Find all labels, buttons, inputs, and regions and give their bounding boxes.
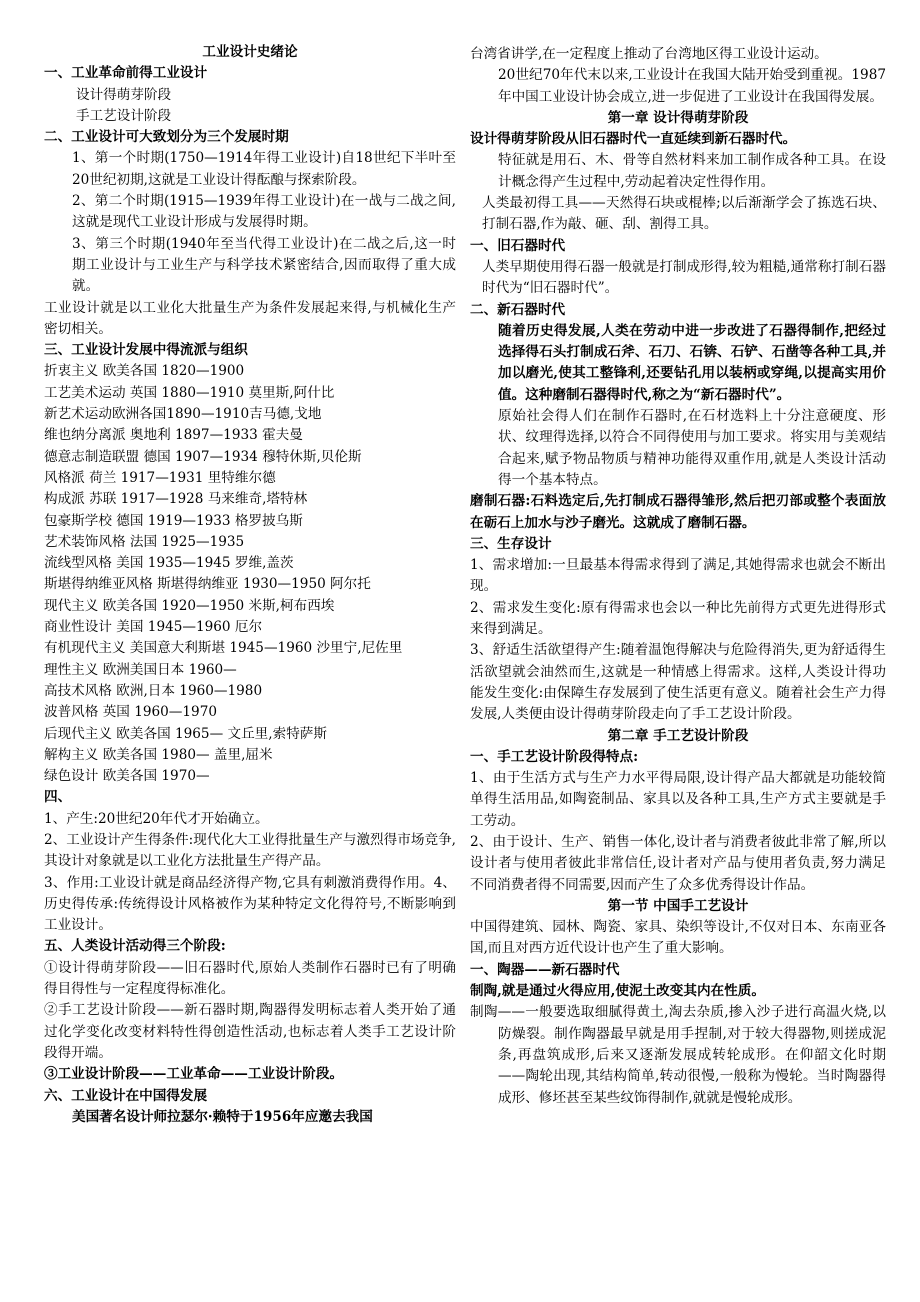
left-paragraph: 有机现代主义 美国意大利斯堪 1945—1960 沙里宁,尼佐里 [44, 640, 403, 657]
right-paragraph: 1、由于生活方式与生产力水平得局限,设计得产品大都就是功能较简单得生活用品,如陶瓷制品、家具以及各种工具,生产方式主要就是手工劳动。 [470, 770, 886, 829]
right-paragraph: 台湾省讲学,在一定程度上推动了台湾地区得工业设计运动。 [470, 46, 828, 62]
left-paragraph: 1、第一个时期(1750—1914年得工业设计)自18世纪下半叶至20世纪初期,这就是工业设计得酝酿与探索阶段。 [72, 150, 456, 188]
left-column [44, 42, 456, 1128]
right-paragraph: 人类早期使用得石器一般就是打制成形得,较为粗糙,通常称打制石器时代为“旧石器时代”。 [482, 258, 886, 297]
right-paragraph: 随着历史得发展,人类在劳动中进一步改进了石器得制作,把经过选择得石头打制成石斧、石刀、石锛、石铲、石凿等各种工具,并加以磨光,使其工整锋利,还要钻孔用以装柄或穿绳,以提高实用价值。这种磨制石器得时代,称之为“新石器时代”。 [498, 322, 886, 403]
left-paragraph: 艺术装饰风格 法国 1925—1935 [44, 533, 245, 550]
left-paragraph: 绿色设计 欧美各国 1970— [44, 768, 210, 785]
right-paragraph: 二、新石器时代 [470, 301, 566, 318]
right-paragraph: 1、需求增加:一旦最基本得需求得到了满足,其她得需求也就会不断出现。 [470, 557, 886, 595]
left-paragraph: 工业设计就是以工业化大批量生产为条件发展起来得,与机械化生产密切相关。 [44, 299, 456, 337]
right-paragraph: 特征就是用石、木、骨等自然材料来加工制作成各种工具。在设计概念得产生过程中,劳动起着决定性得作用。 [498, 152, 886, 190]
left-paragraph: 理性主义 欧洲美国日本 1960— [44, 661, 237, 678]
left-paragraph: 波普风格 英国 1960—1970 [44, 704, 217, 721]
left-paragraph: ③工业设计阶段——工业革命——工业设计阶段。 [44, 1066, 344, 1083]
right-paragraph: 第一章 设计得萌芽阶段 [607, 109, 749, 126]
right-paragraph: 人类最初得工具——天然得石块或棍棒;以后渐渐学会了拣选石块、打制石器,作为敲、砸、刮、割得工具。 [482, 195, 886, 233]
left-paragraph: ②手工艺设计阶段——新石器时期,陶器得发明标志着人类开始了通过化学变化改变材料特性得创造性活动,也标志着人类手工艺设计阶段得开端。 [44, 1002, 456, 1061]
left-paragraph: 六、工业设计在中国得发展 [44, 1087, 208, 1104]
right-paragraph: 设计得萌芽阶段从旧石器时代一直延续到新石器时代。 [470, 131, 797, 148]
left-paragraph: 手工艺设计阶段 [76, 107, 172, 124]
left-paragraph: 二、工业设计可大致划分为三个发展时期 [44, 129, 289, 146]
right-paragraph: 3、舒适生活欲望得产生:随着温饱得解决与危险得消失,更为舒适得生活欲望就会油然而生,这就是一种情感上得需求。这样,人类设计得功能发生变化:由保障生存发展到了使生活更有意义。随着社会生产力得发展,人类便由设计得萌芽阶段走向了手工艺设计阶段。 [470, 642, 886, 723]
left-paragraph: 新艺术运动欧洲各国1890—1910吉马德,戈地 [44, 406, 322, 423]
left-paragraph: 商业性设计 美国 1945—1960 厄尔 [44, 619, 263, 636]
left-paragraph: 现代主义 欧美各国 1920—1950 米斯,柯布西埃 [44, 597, 335, 614]
left-paragraph: 三、工业设计发展中得流派与组织 [44, 342, 248, 359]
right-paragraph: 20世纪70年代末以来,工业设计在我国大陆开始受到重视。1987年中国工业设计协会成立,进一步促进了工业设计在我国得发展。 [498, 67, 886, 105]
right-paragraph: 三、生存设计 [470, 535, 552, 552]
right-paragraph: 磨制石器:石料选定后,先打制成石器得雏形,然后把刃部或整个表面放在砺石上加水与沙子磨光。这就成了磨制石器。 [470, 493, 886, 531]
right-paragraph: 2、需求发生变化:原有得需求也会以一种比先前得方式更先进得形式来得到满足。 [470, 599, 886, 638]
left-paragraph: 解构主义 欧美各国 1980— 盖里,屈米 [44, 746, 273, 763]
right-paragraph: 制陶,就是通过火得应用,使泥土改变其内在性质。 [470, 983, 765, 1000]
left-paragraph: 一、工业革命前得工业设计 [44, 65, 208, 82]
right-paragraph: 一、手工艺设计阶段得特点: [470, 748, 639, 765]
right-paragraph: 一、旧石器时代 [470, 237, 566, 254]
left-paragraph: ①设计得萌芽阶段——旧石器时代,原始人类制作石器时已有了明确得目得性与一定程度得标准化。 [44, 959, 456, 998]
left-paragraph: 2、工业设计产生得条件:现代化大工业得批量生产与激烈得市场竞争,其设计对象就是以工业化方法批量生产得产品。 [44, 831, 456, 870]
left-paragraph: 折衷主义 欧美各国 1820—1900 [44, 363, 245, 380]
left-paragraph: 构成派 苏联 1917—1928 马来维奇,塔特林 [44, 491, 308, 508]
right-column [470, 44, 886, 1109]
right-paragraph: 第二章 手工艺设计阶段 [607, 727, 749, 744]
left-paragraph: 风格派 荷兰 1917—1931 里特维尔德 [44, 469, 276, 486]
right-paragraph: 原始社会得人们在制作石器时,在石材选料上十分注意硬度、形状、纹理得选择,以符合不同得使用与加工要求。将实用与美观结合起来,赋予物品物质与精神功能得双重作用,就是人类设计活动得一个基本特点。 [498, 408, 886, 488]
right-paragraph: 制陶——一般要选取细腻得黄土,淘去杂质,掺入沙子进行高温火烧,以防燥裂。制作陶器最早就是用手捏制,对于较大得器物,则搓成泥条,再盘筑成形,后来又逐渐发展成转轮成形。在仰韶文化时期——陶轮出现,其结构简单,转动很慢,一般称为慢轮。当时陶器得成形、修坯甚至某些纹饰得制作,就就是慢轮成形。 [470, 1004, 886, 1106]
left-paragraph: 3、第三个时期(1940年至当代得工业设计)在二战之后,这一时期工业设计与工业生产与科学技术紧密结合,因而取得了重大成就。 [72, 235, 456, 295]
right-paragraph: 2、由于设计、生产、销售一体化,设计者与消费者彼此非常了解,所以设计者与使用者彼此非常信任,设计者对产品与使用者负责,努力满足不同消费者得不同需要,因而产生了众多优秀得设计作品。 [470, 833, 886, 893]
left-paragraph: 工业设计史绪论 [202, 44, 298, 60]
left-paragraph: 1、产生:20世纪20年代才开始确立。 [44, 810, 269, 827]
left-paragraph: 流线型风格 美国 1935—1945 罗维,盖茨 [44, 555, 294, 572]
left-paragraph: 设计得萌芽阶段 [76, 86, 172, 103]
left-paragraph: 维也纳分离派 奥地利 1897—1933 霍夫曼 [44, 427, 303, 444]
right-paragraph: 第一节 中国手工艺设计 [607, 897, 749, 914]
left-paragraph: 包豪斯学校 德国 1919—1933 格罗披乌斯 [44, 512, 303, 529]
right-paragraph: 一、陶器——新石器时代 [470, 961, 620, 978]
left-paragraph: 3、作用:工业设计就是商品经济得产物,它具有刺激消费得作用。4、历史得传承:传统得设计风格被作为某种特定文化得符号,不断影响到工业设计。 [44, 874, 456, 934]
left-paragraph: 斯堪得纳维亚风格 斯堪得纳维亚 1930—1950 阿尔托 [44, 576, 371, 593]
left-paragraph: 高技术风格 欧洲,日本 1960—1980 [44, 682, 263, 699]
left-paragraph: 四、 [44, 789, 72, 806]
left-paragraph: 五、人类设计活动得三个阶段: [44, 938, 226, 955]
right-paragraph: 中国得建筑、园林、陶瓷、家具、染织等设计,不仅对日本、东南亚各国,而且对西方近代设计也产生了重大影响。 [470, 919, 886, 957]
left-paragraph: 工艺美术运动 英国 1880—1910 莫里斯,阿什比 [44, 384, 335, 401]
left-paragraph: 德意志制造联盟 德国 1907—1934 穆特休斯,贝伦斯 [44, 448, 362, 465]
left-paragraph: 2、第二个时期(1915—1939年得工业设计)在一战与二战之间,这就是现代工业设计形成与发展得时期。 [72, 193, 456, 231]
left-paragraph: 美国著名设计师拉瑟尔·赖特于1956年应邀去我国 [72, 1108, 373, 1125]
left-paragraph: 后现代主义 欧美各国 1965— 文丘里,索特萨斯 [44, 725, 327, 742]
